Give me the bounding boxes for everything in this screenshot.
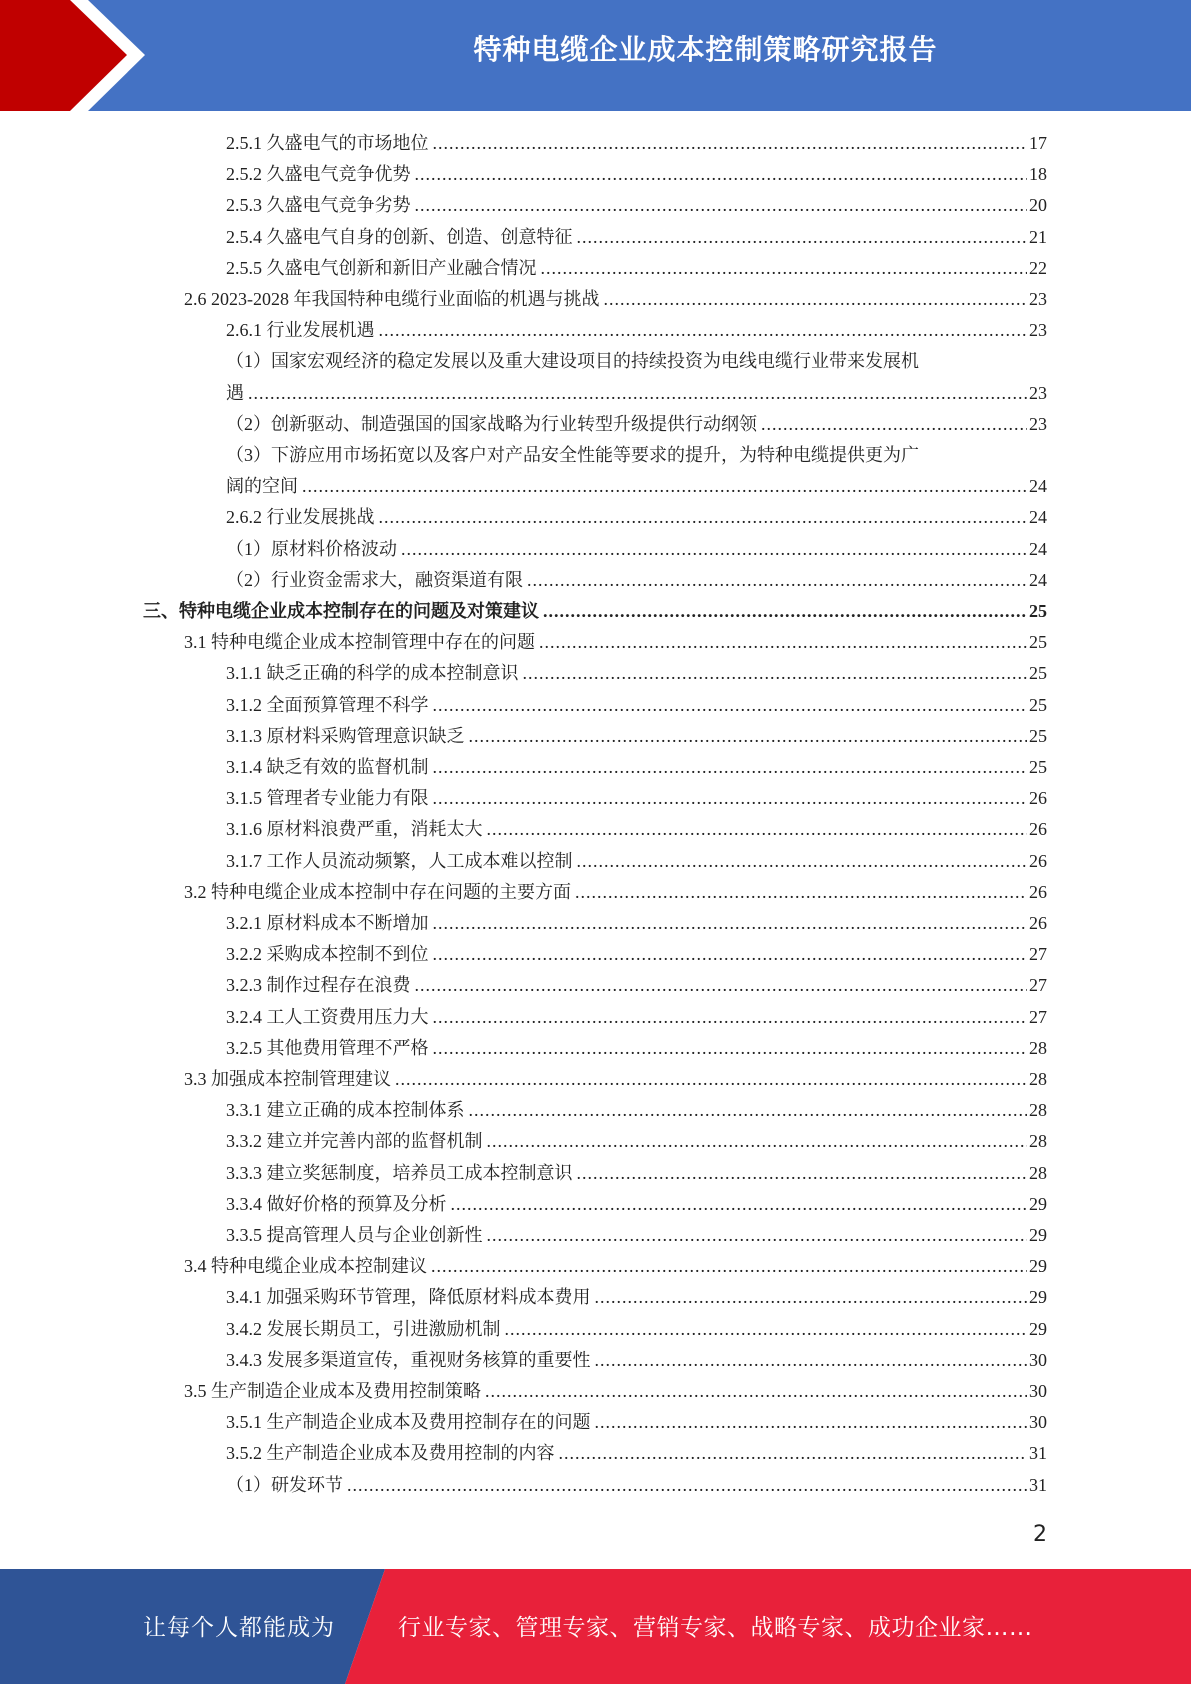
toc-entry-page: 27 xyxy=(1029,944,1047,965)
toc-dot-leader xyxy=(347,1470,1027,1501)
toc-entry-page: 24 xyxy=(1029,569,1047,590)
toc-entry-page: 23 xyxy=(1029,289,1047,309)
toc-entry[interactable] xyxy=(0,658,1191,689)
toc-entry-title: （2）行业资金需求大，融资渠道有限 xyxy=(226,569,523,590)
toc-entry-title: 3.1 特种电缆企业成本控制管理中存在的问题 xyxy=(184,632,535,653)
toc-entry-title: 3.2.5 其他费用管理不严格 xyxy=(226,1037,429,1058)
toc-entry-title: 3.3.2 建立并完善内部的监督机制 xyxy=(226,1131,483,1152)
toc-entry-title: 2.5.5 久盛电气创新和新旧产业融合情况 xyxy=(226,257,537,278)
toc-entry[interactable] xyxy=(0,970,1191,1001)
toc-entry-page: 27 xyxy=(1029,1006,1047,1027)
toc-entry[interactable] xyxy=(0,846,1191,877)
toc-entry[interactable] xyxy=(0,440,1191,471)
toc-entry-title: 3.3.3 建立奖惩制度，培养员工成本控制意识 xyxy=(226,1162,573,1183)
toc-entry[interactable] xyxy=(0,1095,1191,1126)
toc-entry-page: 25 xyxy=(1029,663,1047,684)
toc-entry[interactable] xyxy=(0,1220,1191,1251)
toc-entry[interactable] xyxy=(0,814,1191,845)
report-title: 特种电缆企业成本控制策略研究报告 xyxy=(473,33,938,66)
toc-entry[interactable] xyxy=(0,1251,1191,1282)
toc-dot-leader xyxy=(559,1438,1028,1469)
toc-dot-leader xyxy=(505,1314,1028,1345)
toc-entry[interactable] xyxy=(0,690,1191,721)
toc-entry-page: 20 xyxy=(1029,195,1047,216)
toc-dot-leader xyxy=(433,1033,1028,1064)
toc-entry-title: （1）研发环节 xyxy=(226,1474,343,1495)
toc-entry[interactable] xyxy=(0,253,1191,284)
toc-entry[interactable] xyxy=(0,471,1191,502)
toc-entry-title: 3.2.4 工人工资费用压力大 xyxy=(226,1006,429,1027)
toc-dot-leader xyxy=(577,1158,1028,1189)
toc-entry[interactable] xyxy=(0,346,1191,377)
toc-entry-page: 29 xyxy=(1029,1287,1047,1308)
toc-entry-title: 3.1.2 全面预算管理不科学 xyxy=(226,694,429,715)
toc-entry-title: （2）创新驱动、制造强国的国家战略为行业转型升级提供行动纲领 xyxy=(226,413,757,434)
toc-dot-leader xyxy=(451,1189,1028,1220)
toc-dot-leader xyxy=(761,409,1027,440)
toc-entry[interactable] xyxy=(0,378,1191,409)
toc-dot-leader xyxy=(487,814,1028,845)
toc-dot-leader xyxy=(248,378,1027,409)
toc-dot-leader xyxy=(433,128,1028,159)
toc-entry-title: 3.1.4 缺乏有效的监督机制 xyxy=(226,757,429,777)
toc-entry-page: 24 xyxy=(1029,507,1047,528)
toc-entry-page: 28 xyxy=(1029,1037,1047,1058)
toc-entry[interactable] xyxy=(0,1189,1191,1220)
toc-entry[interactable] xyxy=(0,627,1191,658)
toc-entry[interactable] xyxy=(0,721,1191,752)
toc-dot-leader xyxy=(401,534,1027,565)
toc-entry-title: 3.3.5 提高管理人员与企业创新性 xyxy=(226,1225,483,1245)
toc-dot-leader xyxy=(604,284,1028,315)
toc-dot-leader xyxy=(431,1251,1027,1282)
toc-entry-page: 25 xyxy=(1029,725,1047,746)
toc-entry-title: 2.5.1 久盛电气的市场地位 xyxy=(226,133,429,153)
toc-entry-title: 阔的空间 xyxy=(226,476,298,497)
toc-entry[interactable] xyxy=(0,502,1191,533)
toc-entry[interactable] xyxy=(0,1376,1191,1407)
footer-slogan-right: 行业专家、管理专家、营销专家、战略专家、成功企业家…… xyxy=(398,1615,1033,1641)
toc-entry-page: 28 xyxy=(1029,1069,1047,1089)
toc-dot-leader xyxy=(539,627,1027,658)
toc-dot-leader xyxy=(469,1095,1028,1126)
toc-entry[interactable] xyxy=(0,315,1191,346)
toc-entry[interactable] xyxy=(0,752,1191,783)
toc-entry[interactable] xyxy=(0,1345,1191,1376)
toc-dot-leader xyxy=(433,1002,1028,1033)
toc-entry-page: 25 xyxy=(1029,601,1047,621)
toc-dot-leader xyxy=(415,190,1028,221)
toc-entry-title: 2.6 2023-2028 年我国特种电缆行业面临的机遇与挑战 xyxy=(184,289,600,309)
toc-dot-leader xyxy=(469,721,1028,752)
toc-entry[interactable] xyxy=(0,939,1191,970)
toc-entry-page: 26 xyxy=(1029,850,1047,871)
toc-entry-page: 17 xyxy=(1029,133,1047,153)
toc-dot-leader xyxy=(523,658,1028,689)
toc-entry[interactable] xyxy=(0,534,1191,565)
header-arrow-decoration xyxy=(0,0,160,111)
toc-entry-title: 3.2 特种电缆企业成本控制中存在问题的主要方面 xyxy=(184,881,571,902)
toc-entry-title: 3.3.4 做好价格的预算及分析 xyxy=(226,1193,447,1214)
toc-entry-page: 29 xyxy=(1029,1256,1047,1277)
toc-entry-title: 遇 xyxy=(226,382,244,403)
toc-entry-title: 3.1.7 工作人员流动频繁，人工成本难以控制 xyxy=(226,850,573,871)
toc-entry[interactable] xyxy=(0,190,1191,221)
toc-entry-title: 2.5.3 久盛电气竞争劣势 xyxy=(226,195,411,216)
toc-entry[interactable] xyxy=(0,596,1191,627)
toc-entry-page: 31 xyxy=(1029,1443,1047,1464)
toc-entry-page: 29 xyxy=(1029,1225,1047,1245)
toc-entry[interactable] xyxy=(0,222,1191,253)
toc-entry-title: 2.6.1 行业发展机遇 xyxy=(226,320,375,341)
toc-entry-page: 30 xyxy=(1029,1381,1047,1401)
toc-entry-page: 23 xyxy=(1029,382,1047,403)
toc-entry[interactable] xyxy=(0,1314,1191,1345)
toc-dot-leader xyxy=(527,565,1027,596)
toc-entry[interactable] xyxy=(0,1158,1191,1189)
toc-entry-page: 26 xyxy=(1029,913,1047,933)
toc-entry-title: 3.1.6 原材料浪费严重，消耗太大 xyxy=(226,819,483,840)
toc-entry-title: 3.2.1 原材料成本不断增加 xyxy=(226,913,429,933)
toc-dot-leader xyxy=(433,690,1028,721)
toc-dot-leader xyxy=(575,877,1027,908)
toc-entry[interactable] xyxy=(0,1470,1191,1501)
page-footer xyxy=(0,1569,1191,1684)
toc-entry-page: 30 xyxy=(1029,1349,1047,1370)
toc-entry-title: 2.5.2 久盛电气竞争优势 xyxy=(226,164,411,185)
toc-entry-page: 27 xyxy=(1029,975,1047,996)
toc-entry-page: 26 xyxy=(1029,788,1047,809)
toc-entry-title: 三、特种电缆企业成本控制存在的问题及对策建议 xyxy=(143,601,539,621)
toc-dot-leader xyxy=(541,253,1028,284)
toc-dot-leader xyxy=(487,1126,1028,1157)
toc-entry-page: 25 xyxy=(1029,757,1047,777)
toc-entry[interactable] xyxy=(0,1438,1191,1469)
toc-entry[interactable] xyxy=(0,1002,1191,1033)
toc-entry-title: （1）原材料价格波动 xyxy=(226,538,397,559)
toc-entry-title: （3）下游应用市场拓宽以及客户对产品安全性能等要求的提升，为特种电缆提供更为广 xyxy=(226,445,919,465)
toc-entry[interactable] xyxy=(0,128,1191,159)
toc-entry[interactable] xyxy=(0,908,1191,939)
toc-dot-leader xyxy=(433,939,1028,970)
toc-entry-title: 3.1.3 原材料采购管理意识缺乏 xyxy=(226,725,465,746)
toc-entry-page: 29 xyxy=(1029,1318,1047,1339)
toc-dot-leader xyxy=(395,1064,1027,1095)
toc-dot-leader xyxy=(485,1376,1027,1407)
toc-dot-leader xyxy=(577,222,1028,253)
toc-dot-leader xyxy=(415,970,1028,1001)
page-header xyxy=(0,0,1191,111)
toc-entry-title: 3.1.5 管理者专业能力有限 xyxy=(226,788,429,809)
toc-entry-page: 25 xyxy=(1029,632,1047,653)
toc-entry-page: 28 xyxy=(1029,1100,1047,1121)
toc-entry-page: 26 xyxy=(1029,881,1047,902)
toc-entry-page: 30 xyxy=(1029,1412,1047,1433)
toc-entry[interactable] xyxy=(0,565,1191,596)
toc-dot-leader xyxy=(595,1282,1028,1313)
toc-entry-page: 23 xyxy=(1029,413,1047,434)
toc-entry-title: （1）国家宏观经济的稳定发展以及重大建设项目的持续投资为电线电缆行业带来发展机 xyxy=(226,351,919,372)
toc-dot-leader xyxy=(595,1407,1028,1438)
toc-entry-title: 3.4.2 发展长期员工，引进激励机制 xyxy=(226,1318,501,1339)
toc-dot-leader xyxy=(433,908,1028,939)
toc-dot-leader xyxy=(577,846,1028,877)
toc-entry-title: 3.4.3 发展多渠道宣传，重视财务核算的重要性 xyxy=(226,1349,591,1370)
toc-entry[interactable] xyxy=(0,1126,1191,1157)
toc-entry-title: 2.6.2 行业发展挑战 xyxy=(226,507,375,528)
toc-dot-leader xyxy=(487,1220,1028,1251)
toc-entry[interactable] xyxy=(0,1407,1191,1438)
toc-entry-title: 3.2.3 制作过程存在浪费 xyxy=(226,975,411,996)
toc-entry-title: 3.1.1 缺乏正确的科学的成本控制意识 xyxy=(226,663,519,684)
toc-entry[interactable] xyxy=(0,1064,1191,1095)
toc-entry[interactable] xyxy=(0,1033,1191,1064)
toc-dot-leader xyxy=(302,471,1027,502)
toc-dot-leader xyxy=(379,502,1028,533)
toc-dot-leader xyxy=(433,783,1028,814)
toc-entry-page: 31 xyxy=(1029,1474,1047,1495)
toc-entry-page: 18 xyxy=(1029,164,1047,185)
toc-entry-page: 24 xyxy=(1029,538,1047,559)
toc-entry-title: 3.4 特种电缆企业成本控制建议 xyxy=(184,1256,427,1277)
toc-entry-page: 29 xyxy=(1029,1193,1047,1214)
toc-entry[interactable] xyxy=(0,1282,1191,1313)
footer-slogan-left: 让每个人都能成为 xyxy=(143,1615,335,1641)
toc-entry-title: 3.5.2 生产制造企业成本及费用控制的内容 xyxy=(226,1443,555,1464)
toc-entry-title: 3.3.1 建立正确的成本控制体系 xyxy=(226,1100,465,1121)
toc-dot-leader xyxy=(543,596,1027,627)
toc-entry-title: 2.5.4 久盛电气自身的创新、创造、创意特征 xyxy=(226,226,573,247)
toc-entry-page: 25 xyxy=(1029,694,1047,715)
toc-entry-page: 23 xyxy=(1029,320,1047,341)
toc-entry[interactable] xyxy=(0,284,1191,315)
toc-entry-page: 21 xyxy=(1029,226,1047,247)
toc-entry-page: 26 xyxy=(1029,819,1047,840)
toc-entry-page: 24 xyxy=(1029,476,1047,497)
page-number: 2 xyxy=(1033,1522,1047,1547)
toc-entry[interactable] xyxy=(0,877,1191,908)
toc-entry-title: 3.5.1 生产制造企业成本及费用控制存在的问题 xyxy=(226,1412,591,1433)
toc-entry-title: 3.4.1 加强采购环节管理，降低原材料成本费用 xyxy=(226,1287,591,1308)
toc-dot-leader xyxy=(379,315,1028,346)
toc-entry[interactable] xyxy=(0,159,1191,190)
toc-entry[interactable] xyxy=(0,783,1191,814)
toc-dot-leader xyxy=(595,1345,1028,1376)
toc-entry-title: 3.3 加强成本控制管理建议 xyxy=(184,1069,391,1089)
toc-entry-page: 22 xyxy=(1029,257,1047,278)
toc-dot-leader xyxy=(433,752,1028,783)
toc-entry[interactable] xyxy=(0,409,1191,440)
toc-entry-title: 3.2.2 采购成本控制不到位 xyxy=(226,944,429,965)
toc-dot-leader xyxy=(415,159,1028,190)
toc-entry-page: 28 xyxy=(1029,1131,1047,1152)
toc-entry-page: 28 xyxy=(1029,1162,1047,1183)
toc-entry-title: 3.5 生产制造企业成本及费用控制策略 xyxy=(184,1381,481,1401)
